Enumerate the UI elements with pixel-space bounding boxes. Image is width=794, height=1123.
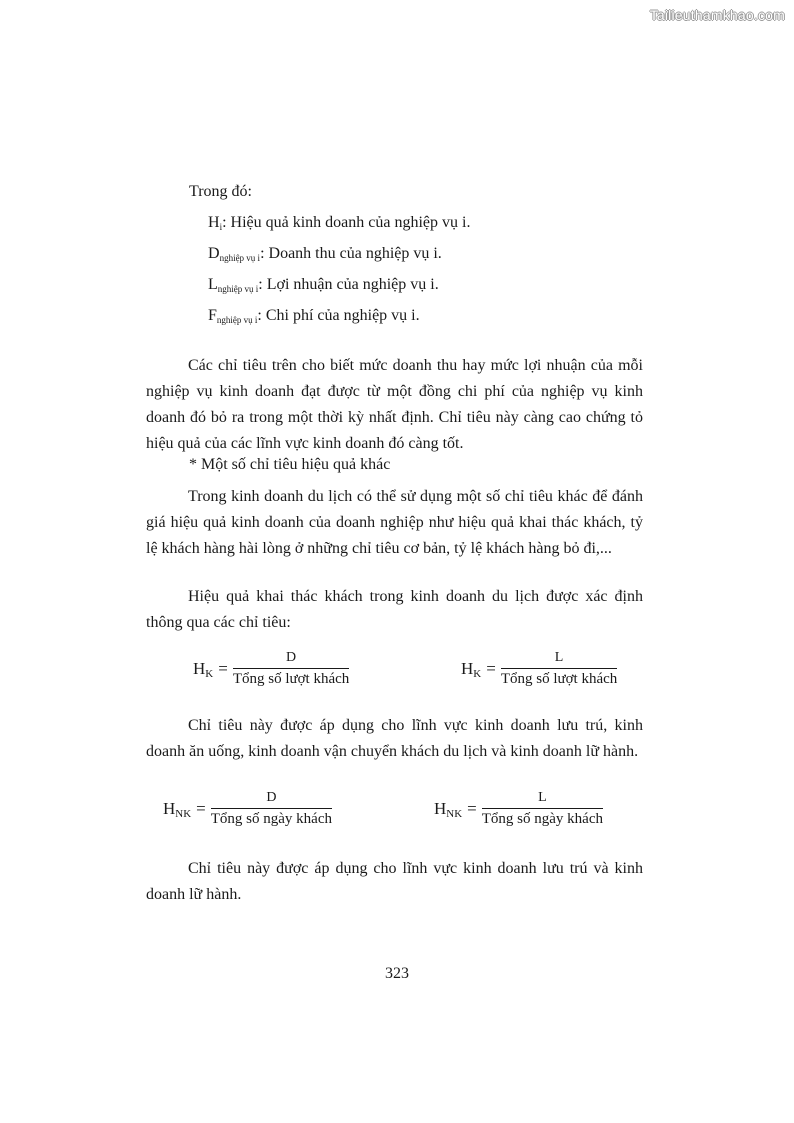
formula-lhs: HK xyxy=(193,659,214,680)
formula-hk-d: HK = $\frac{D}{\text{Tổng số lượt khách}}$ xyxy=(193,650,350,687)
definition-text: : Lợi nhuận của nghiệp vụ i. xyxy=(258,276,439,293)
definition-symbol: L xyxy=(208,276,218,293)
definition-symbol: H xyxy=(208,214,220,231)
paragraph-5: Chỉ tiêu này được áp dụng cho lĩnh vực kinh doanh lưu trú và kinh doanh lữ hành. xyxy=(146,860,643,903)
definition-text: : Chi phí của nghiệp vụ i. xyxy=(257,307,420,324)
formula-lhs: HNK xyxy=(163,799,192,820)
paragraph-3: Hiệu quả khai thác khách trong kinh doanh du lịch được xác định thông qua các chỉ tiêu: xyxy=(146,588,643,631)
formula-denominator: Tổng số lượt khách xyxy=(232,671,350,687)
formula-hk-l: HK = $\frac{L}{\text{Tổng số lượt khách}}$ xyxy=(461,650,618,687)
definition-l xyxy=(208,276,439,294)
formula-numerator: D xyxy=(286,650,297,665)
formula-denominator: Tổng số lượt khách xyxy=(500,671,618,687)
formula-fraction xyxy=(233,650,349,688)
formula-hnk-d: HNK = $\frac{D}{\text{Tổng số ngày khách}}$ xyxy=(163,790,332,827)
definition-subscript: nghiệp vụ i xyxy=(216,315,258,325)
definition-h xyxy=(208,214,470,232)
definition-text: : Hiệu quả kinh doanh của nghiệp vụ i. xyxy=(222,214,471,231)
formula-fraction xyxy=(501,650,617,688)
definition-symbol: D xyxy=(208,245,220,262)
definition-d xyxy=(208,245,442,263)
page-number: 323 xyxy=(385,965,409,982)
definition-subscript: i xyxy=(219,222,223,232)
paragraph-2: Trong kinh doanh du lịch có thể sử dụng một số chỉ tiêu khác để đánh giá hiệu quả kinh doanh của doanh nghiệp như hiệu quả khai thác khách, tỷ lệ khách hàng hài lòng ở những chỉ tiêu cơ bản, tỷ lệ khách hàng bỏ đi,... xyxy=(146,488,643,557)
definition-text: : Doanh thu của nghiệp vụ i. xyxy=(260,245,442,262)
intro-label: Trong đó: xyxy=(189,183,252,200)
paragraph-1: Các chỉ tiêu trên cho biết mức doanh thu hay mức lợi nhuận của mỗi nghiệp vụ kinh doanh đạt được từ một đồng chi phí của nghiệp vụ kinh doanh đó bỏ ra trong một thời kỳ nhất định. Chỉ tiêu này càng cao chứng tỏ hiệu quả của các lĩnh vực kinh doanh đó càng tốt. xyxy=(146,357,643,452)
section-heading: * Một số chỉ tiêu hiệu quả khác xyxy=(189,456,391,473)
definition-symbol: F xyxy=(208,307,217,324)
definition-f xyxy=(208,307,420,325)
watermark: Tailieuthamkhao.com xyxy=(649,7,785,23)
formula-fraction xyxy=(211,790,332,828)
formula-lhs: HNK xyxy=(434,799,463,820)
formula-numerator: L xyxy=(538,790,547,805)
formula-hnk-l: HNK = $\frac{L}{\text{Tổng số ngày khách}}$ xyxy=(434,790,603,827)
formula-lhs: HK xyxy=(461,659,482,680)
formula-denominator: Tổng số ngày khách xyxy=(210,811,332,827)
formula-denominator: Tổng số ngày khách xyxy=(481,811,603,827)
paragraph-4: Chỉ tiêu này được áp dụng cho lĩnh vực kinh doanh lưu trú, kinh doanh ăn uống, kinh doanh vận chuyển khách du lịch và kinh doanh lữ hành. xyxy=(146,717,643,760)
formula-numerator: D xyxy=(266,790,277,805)
formula-fraction xyxy=(482,790,603,828)
definition-subscript: nghiệp vụ i xyxy=(217,284,259,294)
definition-subscript: nghiệp vụ i xyxy=(219,253,261,263)
formula-numerator: L xyxy=(554,650,564,665)
